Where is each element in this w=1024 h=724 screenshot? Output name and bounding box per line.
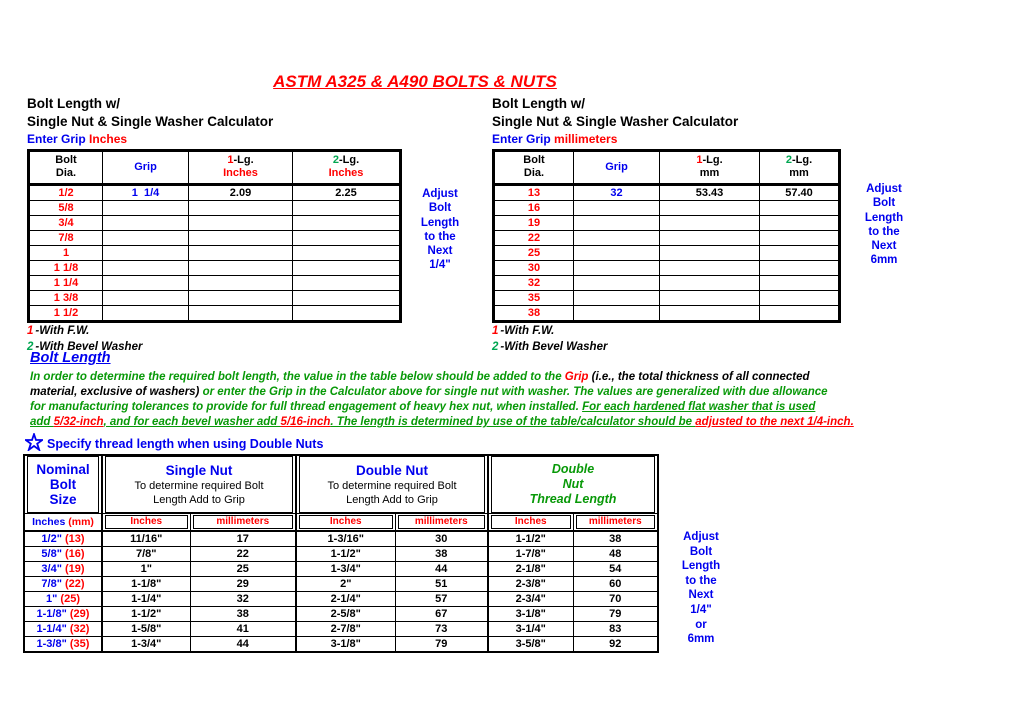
table-row	[24, 547, 658, 562]
calculator-millimeters	[492, 95, 841, 355]
size-cell: 1" (25)	[24, 592, 102, 607]
lg1-cell	[660, 276, 760, 291]
grip-input-cell[interactable]	[103, 246, 189, 261]
dia-cell: 35	[494, 291, 574, 306]
dn-mm-cell: 73	[395, 622, 488, 637]
dia-cell: 1 1/8	[29, 261, 103, 276]
tl-inches-cell: 2-3/8"	[488, 577, 573, 592]
calc-inches-heading-1: Bolt Length w/	[27, 96, 120, 111]
calc-mm-heading-1: Bolt Length w/	[492, 96, 585, 111]
tl-inches-cell: 1-7/8"	[488, 547, 573, 562]
lg1-cell: 53.43	[660, 185, 760, 201]
footnote-bevel: 2 -With Bevel Washer	[27, 341, 143, 353]
calc-inches-enter-grip-label: Enter Grip Inches	[27, 132, 128, 146]
dia-cell: 19	[494, 216, 574, 231]
size-cell: 3/4" (19)	[24, 562, 102, 577]
subheader-row	[24, 514, 658, 532]
col-grip: Grip	[103, 151, 189, 185]
subcol-sn-inches: Inches	[102, 514, 190, 532]
bolt-length-paragraph: In order to determine the required bolt length, the value in the table below should be added to the Grip (i.e., the total thickness of all connected material, exclusive of washers) or enter the Grip in the Calculator above for single nut with washer. The values are generalized with due allowance for manufacturing tolerances to provide for full thread engagement of heavy hex nut, when installed. For each hardened flat washer that is used add 5/32-inch, and for each bevel washer add 5/16-inch. The length is determined by use of the table/calculator should be adjusted to the next 1/4-inch.	[30, 371, 854, 428]
lg1-cell	[189, 276, 293, 291]
grip-input-cell[interactable]: 1 1/4	[103, 185, 189, 201]
footnote-bevel: 2 -With Bevel Washer	[492, 341, 608, 353]
lg2-cell	[293, 276, 401, 291]
table-row	[24, 531, 658, 547]
lg1-cell: 2.09	[189, 185, 293, 201]
dn-inches-cell: 3-1/8"	[296, 637, 395, 653]
lg2-cell	[760, 216, 840, 231]
dn-mm-cell: 57	[395, 592, 488, 607]
dia-cell: 1 3/8	[29, 291, 103, 306]
size-cell: 5/8" (16)	[24, 547, 102, 562]
col-lg1: 1-Lg. mm	[660, 151, 760, 185]
dn-inches-cell: 2-1/4"	[296, 592, 395, 607]
lg1-cell	[189, 201, 293, 216]
sn-mm-cell: 41	[190, 622, 296, 637]
lg2-cell	[760, 291, 840, 306]
adjust-note-millimeters: Adjust Bolt Length to the Next 6mm	[864, 183, 904, 267]
group-single-nut: Single Nut To determine required Bolt Length Add to Grip	[102, 455, 296, 514]
bolt-table-millimeters	[492, 149, 841, 323]
grip-input-cell[interactable]	[574, 261, 660, 276]
page-title: ASTM A325 & A490 BOLTS & NUTS	[273, 72, 557, 91]
dia-cell: 3/4	[29, 216, 103, 231]
size-cell: 7/8" (22)	[24, 577, 102, 592]
size-cell: 1/2" (13)	[24, 531, 102, 547]
subcol-tl-inches: Inches	[488, 514, 573, 532]
table-row	[24, 592, 658, 607]
double-nut-note: Specify thread length when using Double Nuts	[25, 433, 1008, 454]
group-double-nut-thread-length: Double Nut Thread Length	[488, 455, 658, 514]
dia-cell: 7/8	[29, 231, 103, 246]
table-row	[494, 246, 840, 261]
calc-mm-enter-grip-label: Enter Grip millimeters	[492, 132, 618, 146]
table-row	[494, 201, 840, 216]
table-row	[494, 291, 840, 306]
dn-mm-cell: 44	[395, 562, 488, 577]
adjust-note-bottom: Adjust Bolt Length to the Next 1/4" or 6mm	[681, 531, 721, 646]
col-lg1: 1-Lg. Inches	[189, 151, 293, 185]
footnote-fw: 1 -With F.W.	[27, 325, 90, 337]
lg1-cell	[660, 216, 760, 231]
dia-cell: 1 1/2	[29, 306, 103, 322]
tl-inches-cell: 2-1/8"	[488, 562, 573, 577]
dn-mm-cell: 30	[395, 531, 488, 547]
grip-input-cell[interactable]: 32	[574, 185, 660, 201]
col-bolt-dia: Bolt Dia.	[29, 151, 103, 185]
lg1-cell	[660, 231, 760, 246]
table-row	[494, 231, 840, 246]
grip-input-cell[interactable]	[574, 291, 660, 306]
lg2-cell	[760, 231, 840, 246]
grip-input-cell[interactable]	[574, 306, 660, 322]
tl-mm-cell: 70	[573, 592, 658, 607]
table-row	[494, 261, 840, 276]
col-bolt-dia: Bolt Dia.	[494, 151, 574, 185]
grip-input-cell[interactable]	[103, 201, 189, 216]
col-grip: Grip	[574, 151, 660, 185]
dia-cell: 16	[494, 201, 574, 216]
size-cell: 1-1/4" (32)	[24, 622, 102, 637]
table-row	[29, 261, 401, 276]
lg1-cell	[189, 306, 293, 322]
subcol-dn-inches: Inches	[296, 514, 395, 532]
dia-cell: 1 1/4	[29, 276, 103, 291]
tl-mm-cell: 48	[573, 547, 658, 562]
tl-inches-cell: 3-5/8"	[488, 637, 573, 653]
dia-cell: 38	[494, 306, 574, 322]
table-row	[29, 246, 401, 261]
size-cell: 1-3/8" (35)	[24, 637, 102, 653]
col-lg2: 2-Lg. mm	[760, 151, 840, 185]
size-cell: 1-1/8" (29)	[24, 607, 102, 622]
dn-inches-cell: 2-7/8"	[296, 622, 395, 637]
dn-mm-cell: 79	[395, 637, 488, 653]
subcol-tl-millimeters: millimeters	[573, 514, 658, 532]
subcol-sn-millimeters: millimeters	[190, 514, 296, 532]
lg1-cell	[660, 261, 760, 276]
col-nominal-bolt-size: Nominal Bolt Size	[24, 455, 102, 514]
lg2-cell	[293, 231, 401, 246]
table-row	[494, 276, 840, 291]
tl-inches-cell: 2-3/4"	[488, 592, 573, 607]
dn-inches-cell: 1-3/4"	[296, 562, 395, 577]
lg1-cell	[189, 216, 293, 231]
tl-mm-cell: 79	[573, 607, 658, 622]
bolt-table-inches	[27, 149, 402, 323]
dia-cell: 30	[494, 261, 574, 276]
header-row	[29, 151, 401, 185]
dn-mm-cell: 38	[395, 547, 488, 562]
tl-mm-cell: 60	[573, 577, 658, 592]
tl-mm-cell: 83	[573, 622, 658, 637]
lg2-cell	[293, 201, 401, 216]
lg1-cell	[660, 306, 760, 322]
grip-input-cell[interactable]	[574, 276, 660, 291]
table-row	[494, 185, 840, 201]
sn-mm-cell: 32	[190, 592, 296, 607]
dia-cell: 1	[29, 246, 103, 261]
lg1-cell	[189, 291, 293, 306]
sn-inches-cell: 1-1/4"	[102, 592, 190, 607]
lg1-cell	[660, 291, 760, 306]
dn-mm-cell: 67	[395, 607, 488, 622]
star-icon	[25, 433, 43, 454]
sn-mm-cell: 17	[190, 531, 296, 547]
grip-input-cell[interactable]	[103, 231, 189, 246]
grip-input-cell[interactable]	[574, 246, 660, 261]
table-row	[29, 306, 401, 322]
lg2-cell	[293, 216, 401, 231]
group-header-row	[24, 455, 658, 514]
dia-cell: 22	[494, 231, 574, 246]
adjust-note-inches: Adjust Bolt Length to the Next 1/4"	[420, 188, 460, 272]
bolt-length-heading: Bolt Length	[30, 350, 111, 366]
calculator-inches	[27, 95, 402, 355]
lg2-cell	[760, 261, 840, 276]
lg2-cell	[293, 246, 401, 261]
lg2-cell: 2.25	[293, 185, 401, 201]
sn-inches-cell: 1"	[102, 562, 190, 577]
dn-mm-cell: 51	[395, 577, 488, 592]
sn-mm-cell: 44	[190, 637, 296, 653]
lg1-cell	[189, 261, 293, 276]
table-row	[29, 231, 401, 246]
table-row	[29, 276, 401, 291]
lg1-cell	[189, 246, 293, 261]
tl-inches-cell: 1-1/2"	[488, 531, 573, 547]
dn-inches-cell: 1-3/16"	[296, 531, 395, 547]
header-row	[494, 151, 840, 185]
dia-cell: 32	[494, 276, 574, 291]
grip-input-cell[interactable]	[574, 231, 660, 246]
sn-mm-cell: 22	[190, 547, 296, 562]
calc-mm-heading-2: Single Nut & Single Washer Calculator	[492, 114, 739, 129]
dia-cell: 5/8	[29, 201, 103, 216]
table-row	[24, 577, 658, 592]
table-row	[494, 216, 840, 231]
sn-inches-cell: 11/16"	[102, 531, 190, 547]
tl-mm-cell: 38	[573, 531, 658, 547]
lg1-cell	[660, 246, 760, 261]
table-row	[29, 185, 401, 201]
lg2-cell	[760, 246, 840, 261]
lg2-cell	[760, 201, 840, 216]
lg2-cell	[293, 306, 401, 322]
sn-mm-cell: 25	[190, 562, 296, 577]
dia-cell: 25	[494, 246, 574, 261]
tl-mm-cell: 92	[573, 637, 658, 653]
sn-mm-cell: 29	[190, 577, 296, 592]
table-row	[29, 216, 401, 231]
sn-inches-cell: 1-5/8"	[102, 622, 190, 637]
grip-addition-table	[23, 454, 659, 653]
grip-input-cell[interactable]	[574, 216, 660, 231]
table-row	[24, 622, 658, 637]
table-row	[24, 637, 658, 653]
sn-inches-cell: 1-3/4"	[102, 637, 190, 653]
sn-inches-cell: 7/8"	[102, 547, 190, 562]
footnote-fw: 1 -With F.W.	[492, 325, 555, 337]
group-double-nut: Double Nut To determine required Bolt Length Add to Grip	[296, 455, 488, 514]
tl-mm-cell: 54	[573, 562, 658, 577]
bolt-length-section	[30, 349, 1008, 454]
grip-input-cell[interactable]	[103, 261, 189, 276]
lg2-cell	[760, 276, 840, 291]
subcol-size-units: Inches (mm)	[24, 514, 102, 532]
dn-inches-cell: 2"	[296, 577, 395, 592]
table-row	[24, 607, 658, 622]
sn-inches-cell: 1-1/2"	[102, 607, 190, 622]
dn-inches-cell: 2-5/8"	[296, 607, 395, 622]
dia-cell: 13	[494, 185, 574, 201]
grip-input-cell[interactable]	[103, 276, 189, 291]
table-row	[29, 201, 401, 216]
calc-inches-heading-2: Single Nut & Single Washer Calculator	[27, 114, 274, 129]
lg2-cell	[760, 306, 840, 322]
table-row	[29, 291, 401, 306]
lg1-cell	[660, 201, 760, 216]
lg2-cell	[293, 291, 401, 306]
tl-inches-cell: 3-1/4"	[488, 622, 573, 637]
subcol-dn-millimeters: millimeters	[395, 514, 488, 532]
grip-input-cell[interactable]	[103, 216, 189, 231]
grip-input-cell[interactable]	[574, 201, 660, 216]
table-row	[24, 562, 658, 577]
lg1-cell	[189, 231, 293, 246]
dia-cell: 1/2	[29, 185, 103, 201]
grip-input-cell[interactable]	[103, 291, 189, 306]
lg2-cell	[293, 261, 401, 276]
col-lg2: 2-Lg. Inches	[293, 151, 401, 185]
grip-input-cell[interactable]	[103, 306, 189, 322]
sn-inches-cell: 1-1/8"	[102, 577, 190, 592]
dn-inches-cell: 1-1/2"	[296, 547, 395, 562]
table-row	[494, 306, 840, 322]
sn-mm-cell: 38	[190, 607, 296, 622]
lg2-cell: 57.40	[760, 185, 840, 201]
tl-inches-cell: 3-1/8"	[488, 607, 573, 622]
